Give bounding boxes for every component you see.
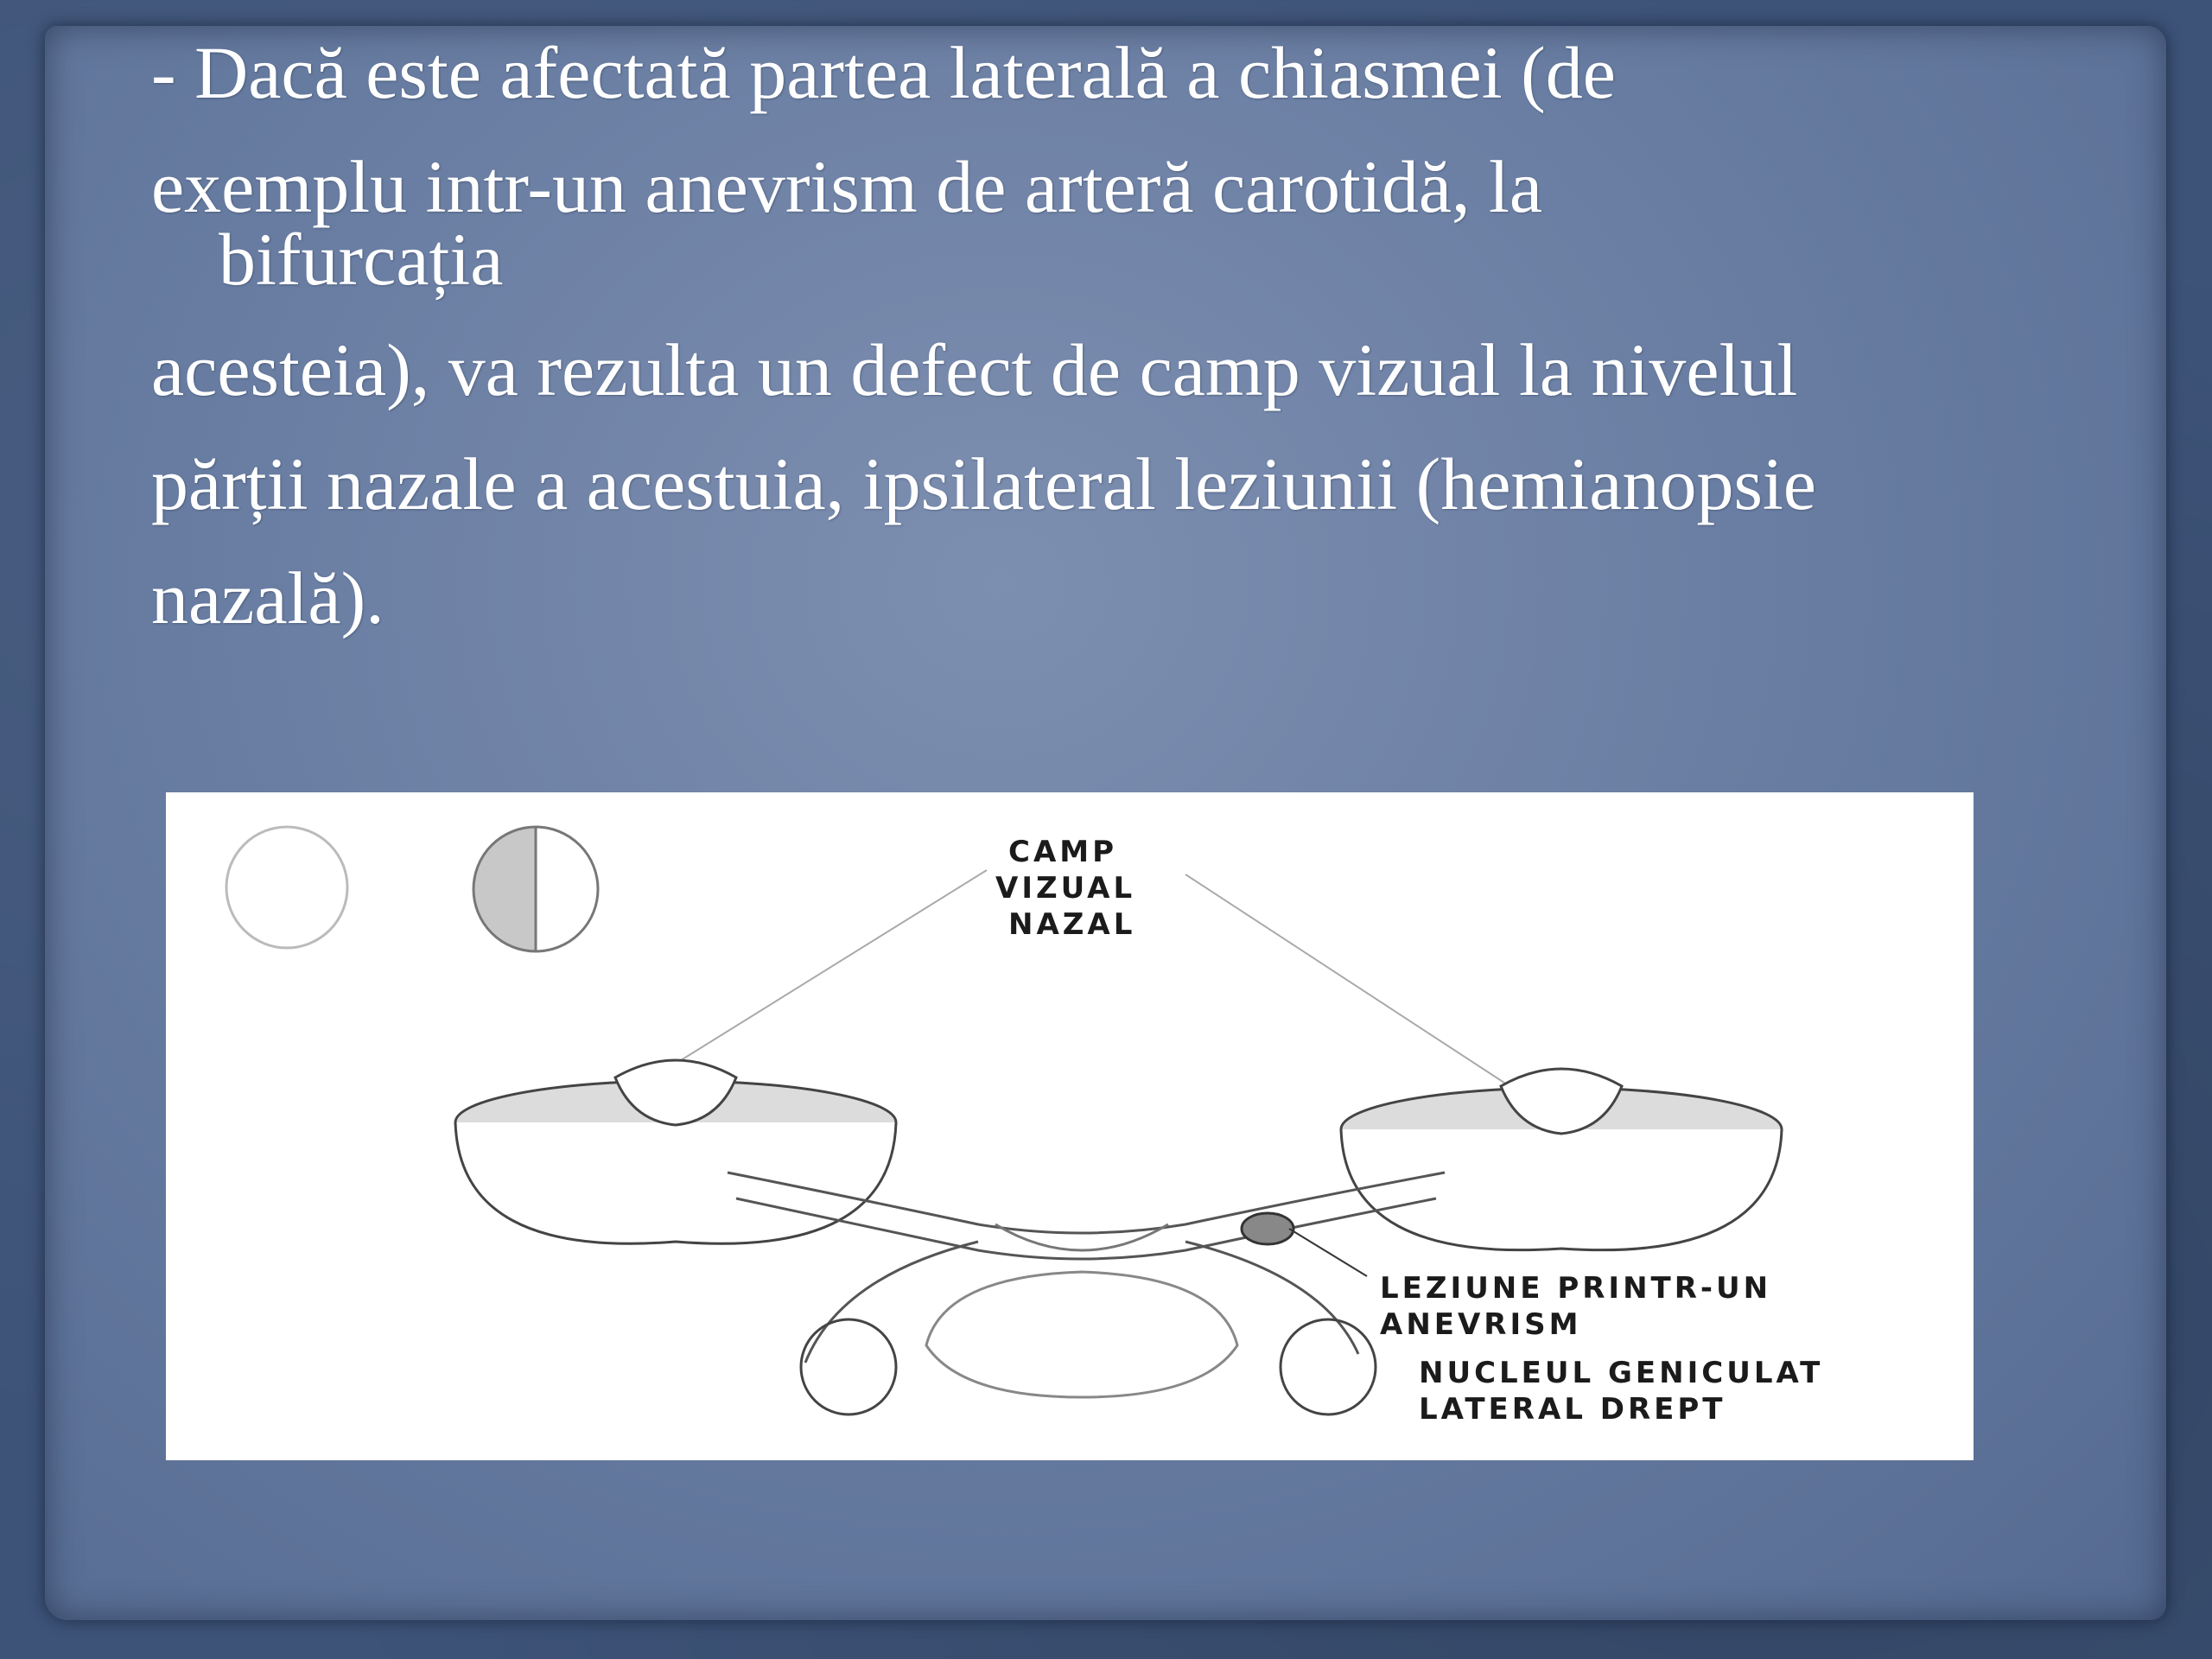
label-lesion-1: LEZIUNE PRINTR-UN [1380,1271,1772,1306]
left-lgn [801,1319,896,1414]
right-lgn [1281,1319,1376,1414]
projection-line-right [1185,874,1510,1086]
left-eye [455,1060,896,1243]
label-field-2: VIZUAL [995,871,1136,906]
right-eye [1341,1069,1782,1250]
midbrain [926,1272,1237,1397]
left-visual-field [226,827,347,948]
slide-body-text [151,16,2121,655]
lesion-pointer [1289,1229,1367,1276]
right-optic-tract [1185,1242,1358,1354]
text-line-4: acesteia), va rezulta un defect de camp vizual la nivelul [151,328,1798,411]
label-lesion-2: ANEVRISM [1380,1307,1582,1342]
right-visual-field [474,827,598,951]
text-line-5: părții nazale a acestuia, ipsilateral leziunii (hemianopsie [151,442,1816,525]
label-nucleus-1: NUCLEUL GENICULAT [1419,1356,1824,1390]
projection-line-left [667,870,987,1069]
label-field-3: NAZAL [1008,907,1136,942]
text-line-3: bifurcația [219,218,504,301]
text-line-2: exemplu intr-un anevrism de arteră carotidă, la [151,145,1543,228]
label-field-1: CAMP [1008,835,1118,869]
aneurysm-lesion [1242,1213,1294,1244]
visual-pathway-diagram [166,792,1974,1460]
text-line-6: nazală). [151,556,385,639]
label-nucleus-2: LATERAL DREPT [1419,1392,1726,1427]
diagram-drawing [166,792,1974,1460]
text-line-1: - Dacă este afectată partea laterală a chiasmei (de [151,31,1616,114]
